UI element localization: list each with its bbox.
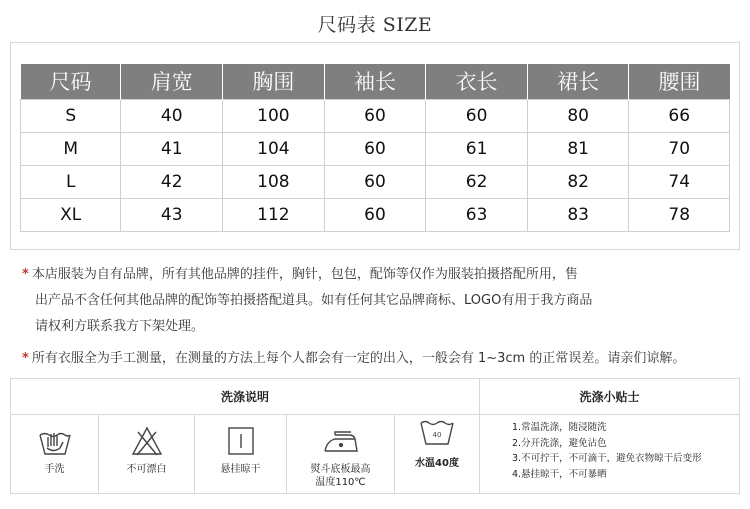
table-cell: 43 (121, 198, 223, 231)
table-cell: M (21, 132, 121, 165)
size-table-header-row (21, 64, 730, 99)
table-cell: 108 (223, 165, 325, 198)
care-symbol-label: 手洗 (44, 464, 65, 475)
care-symbol-label (287, 463, 394, 489)
no-bleach-icon (99, 425, 194, 457)
table-row (21, 165, 730, 198)
list-item: 1.常温洗涤，随浸随洗 (512, 422, 607, 433)
list-item: 4.悬挂晾干，不可暴晒 (512, 468, 607, 480)
care-symbol-wash-40 (395, 415, 479, 493)
care-divider (479, 415, 480, 493)
header-shoulder: 肩宽 (121, 64, 223, 99)
note-1-line-2: 出产品不含任何其他品牌的配饰等拍摄搭配道具。如有任何其它品牌商标、LOGO有用于我方商品 (35, 293, 593, 308)
page-title: 尺码表 SIZE (317, 14, 433, 36)
header-size: 尺码 (21, 64, 121, 99)
list-item: 3.不可拧干，不可滴干，避免衣物晾干后变形 (512, 453, 702, 464)
table-cell: L (21, 165, 121, 198)
table-cell: 61 (426, 132, 528, 165)
iron-label-line-1: 熨斗底板最高 (310, 464, 371, 475)
table-row (21, 132, 730, 165)
header-top-length: 衣长 (426, 64, 528, 99)
table-cell: 80 (527, 99, 629, 132)
table-cell: 62 (426, 165, 528, 198)
table-cell: 112 (223, 198, 325, 231)
table-cell: 60 (426, 99, 528, 132)
table-cell: 60 (324, 198, 426, 231)
care-symbol-label: 水温40度 (415, 458, 459, 469)
table-cell: 82 (527, 165, 629, 198)
wash-40-icon (395, 417, 479, 449)
table-cell: 100 (223, 99, 325, 132)
care-symbol-hang-dry (195, 415, 287, 493)
washing-instructions-header: 洗涤说明 (11, 379, 479, 415)
table-row (21, 198, 730, 231)
note-1-line-3: 请权利方联系我方下架处理。 (35, 319, 205, 334)
table-cell: 60 (324, 99, 426, 132)
header-waist: 腰围 (629, 64, 730, 99)
care-symbol-label: 悬挂晾干 (220, 464, 261, 475)
list-item: 2.分开洗涤，避免沾色 (512, 437, 607, 449)
table-cell: 104 (223, 132, 325, 165)
care-symbol-no-bleach (99, 415, 195, 493)
size-table (20, 64, 730, 232)
notes-section (22, 262, 722, 372)
hang-dry-icon (195, 425, 286, 457)
asterisk-icon: * (22, 267, 29, 282)
note-1-line-1 (22, 262, 722, 288)
table-row (21, 99, 730, 132)
washing-tips-header: 洗涤小贴士 (479, 379, 739, 415)
table-cell: S (21, 99, 121, 132)
table-cell: 66 (629, 99, 730, 132)
hand-wash-icon (11, 425, 98, 457)
iron-label-line-2: 温度110℃ (315, 477, 366, 488)
table-cell: 83 (527, 198, 629, 231)
table-cell: 70 (629, 132, 730, 165)
table-cell: 60 (324, 165, 426, 198)
iron-icon (287, 425, 394, 457)
asterisk-icon: * (22, 351, 29, 366)
table-cell: XL (21, 198, 121, 231)
header-bust: 胸围 (223, 64, 325, 99)
table-cell: 81 (527, 132, 629, 165)
table-cell: 40 (121, 99, 223, 132)
header-sleeve: 袖长 (324, 64, 426, 99)
care-symbol-hand-wash (11, 415, 99, 493)
note-2 (22, 346, 722, 372)
table-cell: 63 (426, 198, 528, 231)
table-cell: 74 (629, 165, 730, 198)
table-cell: 42 (121, 165, 223, 198)
wash-temperature-number: 40 (432, 431, 442, 439)
washing-tips-list (512, 420, 702, 482)
care-symbol-label: 不可漂白 (126, 464, 167, 475)
care-symbol-iron (287, 415, 395, 493)
note-text: 所有衣服全为手工测量，在测量的方法上每个人都会有一定的出入，一般会有 1~3cm 的正常误差。请亲们谅解。 (31, 351, 686, 366)
table-cell: 41 (121, 132, 223, 165)
table-cell: 60 (324, 132, 426, 165)
note-text: 本店服装为自有品牌，所有其他品牌的挂件，胸针，包包，配饰等仅作为服装拍摄搭配所用，售 (31, 267, 578, 282)
table-cell: 78 (629, 198, 730, 231)
header-skirt-length: 裙长 (527, 64, 629, 99)
